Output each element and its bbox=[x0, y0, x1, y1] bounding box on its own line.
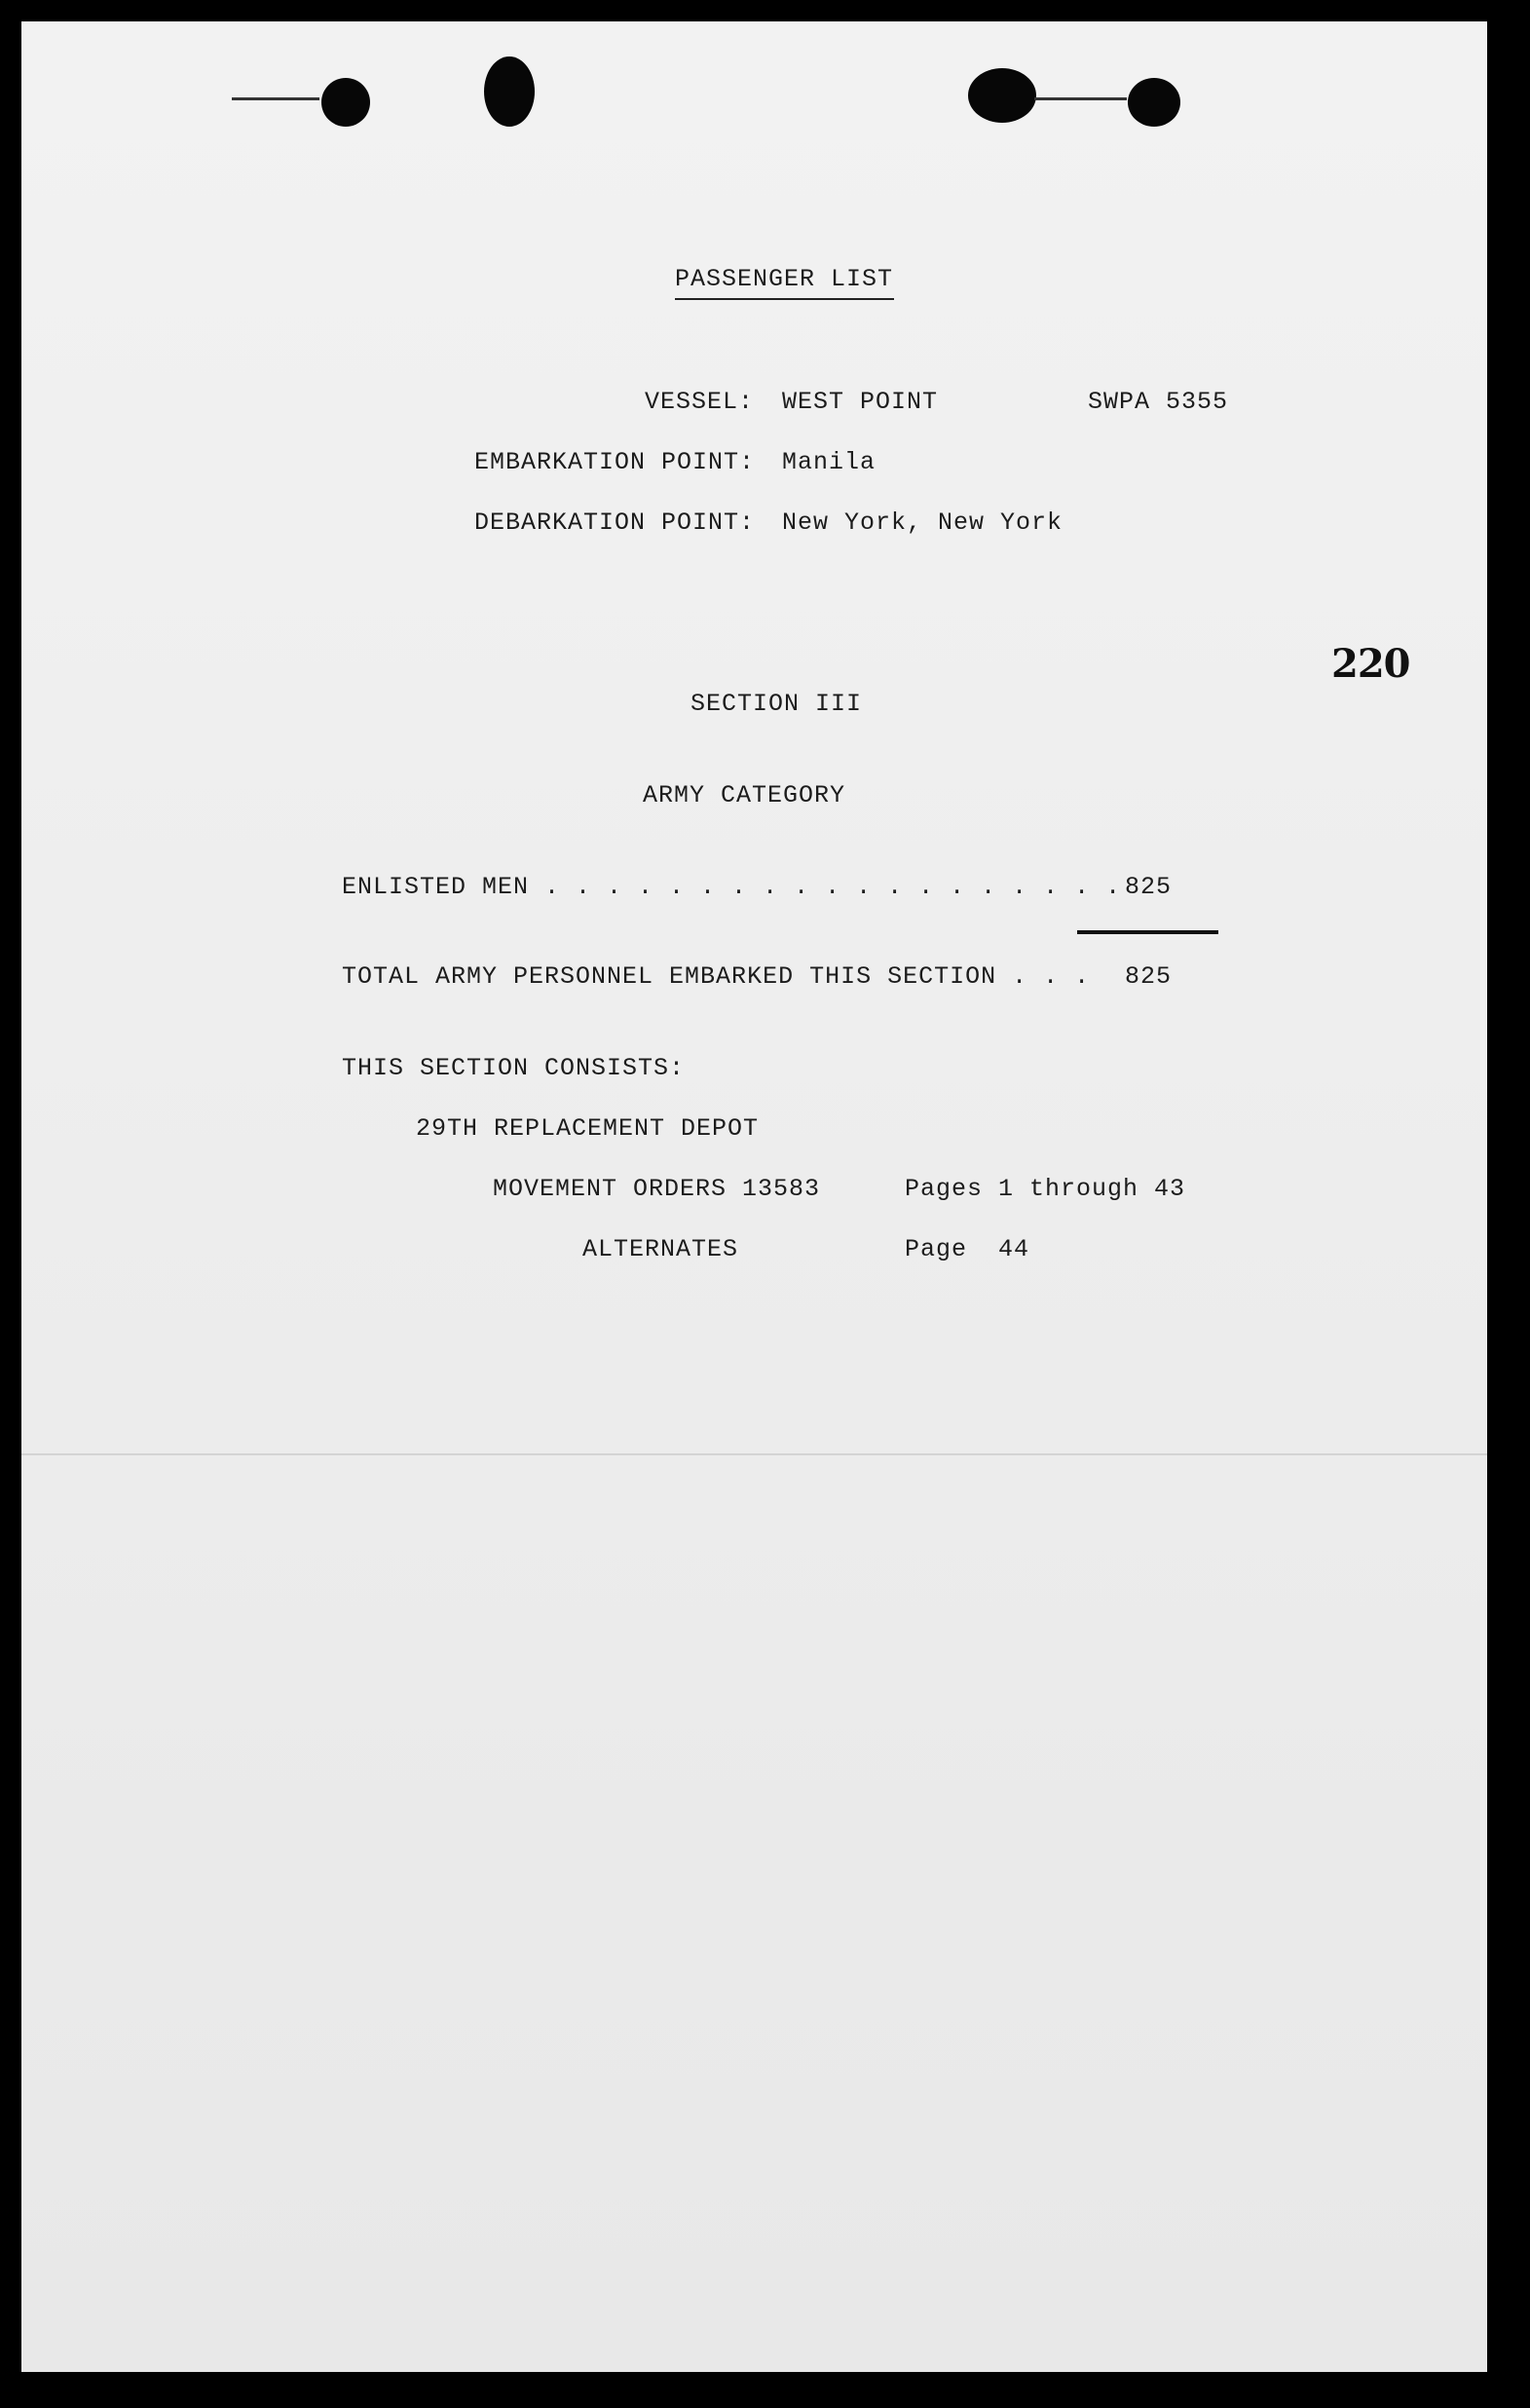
embarkation-value: Manila bbox=[782, 448, 877, 476]
punch-hole bbox=[1128, 78, 1180, 127]
alternates-label: ALTERNATES bbox=[582, 1235, 739, 1263]
punch-hole bbox=[968, 68, 1036, 123]
sum-rule bbox=[1077, 930, 1218, 934]
punch-hole bbox=[484, 56, 535, 127]
vessel-code: SWPA 5355 bbox=[1088, 388, 1229, 416]
enlisted-men-value: 825 bbox=[1125, 873, 1173, 901]
document-title: PASSENGER LIST bbox=[675, 265, 894, 293]
total-value: 825 bbox=[1125, 962, 1173, 991]
section-heading: SECTION III bbox=[690, 690, 863, 718]
movement-orders-label: MOVEMENT ORDERS 13583 bbox=[493, 1175, 821, 1203]
alternates-pages: Page 44 bbox=[905, 1235, 1030, 1263]
debarkation-label: DEBARKATION POINT: bbox=[474, 508, 756, 537]
vessel-label: VESSEL: bbox=[645, 388, 755, 416]
consists-label: THIS SECTION CONSISTS: bbox=[342, 1054, 686, 1082]
paper-fold-line bbox=[21, 1453, 1487, 1455]
embarkation-label: EMBARKATION POINT: bbox=[474, 448, 756, 476]
vessel-name: WEST POINT bbox=[782, 388, 939, 416]
punch-hole bbox=[321, 78, 370, 127]
total-label: TOTAL ARMY PERSONNEL EMBARKED THIS SECTION . . . bbox=[342, 962, 1091, 991]
movement-orders-pages: Pages 1 through 43 bbox=[905, 1175, 1186, 1203]
page-number: 220 bbox=[1331, 641, 1410, 687]
debarkation-value: New York, New York bbox=[782, 508, 1064, 537]
category-heading: ARMY CATEGORY bbox=[643, 781, 846, 809]
staple-mark bbox=[1034, 97, 1127, 100]
staple-mark bbox=[232, 97, 319, 100]
unit-name: 29TH REPLACEMENT DEPOT bbox=[416, 1114, 760, 1143]
enlisted-men-label: ENLISTED MEN . . . . . . . . . . . . . . . . . . . bbox=[342, 873, 1122, 901]
title-underline bbox=[675, 298, 894, 300]
